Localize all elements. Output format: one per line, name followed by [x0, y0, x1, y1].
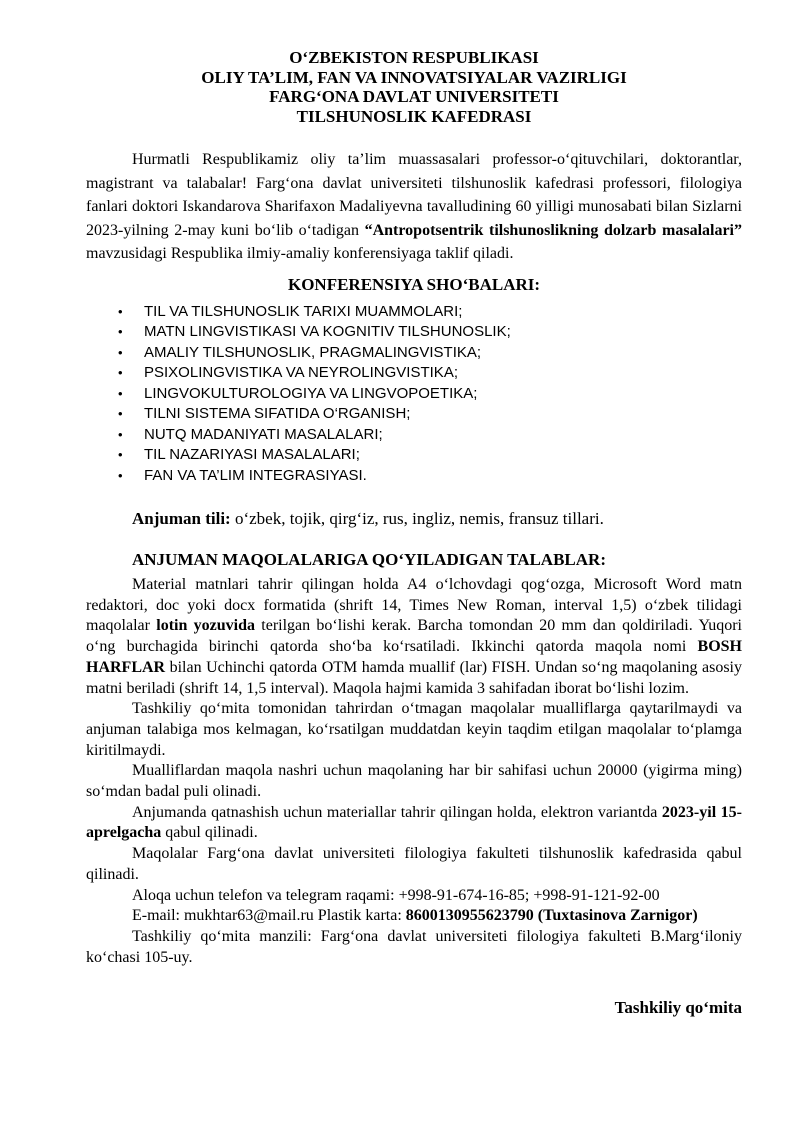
header-ministry-country: O‘ZBEKISTON RESPUBLIKASI	[289, 48, 539, 67]
bullet-icon: •	[118, 385, 123, 401]
conference-language	[86, 508, 742, 530]
list-item: • PSIXOLINGVISTIKA VA NEYROLINGVISTIKA;	[118, 363, 742, 384]
bullet-icon: •	[118, 324, 123, 339]
bullet-icon: •	[118, 303, 123, 319]
requirements-paragraph-fee: Mualliflardan maqola nashri uchun maqolaning har bir sahifasi uchun 20000 (yigirma ming) so‘mdan badal puli olinadi.	[86, 762, 742, 801]
document-header	[86, 48, 742, 126]
requirements-body	[86, 575, 742, 968]
list-item: • TIL NAZARIYASI MASALALARI;	[118, 445, 742, 466]
document-page	[86, 48, 742, 1018]
language-label: Anjuman tili:	[132, 509, 231, 528]
contact-email-card: E-mail: mukhtar63@mail.ru Plastik karta: 8600130955623790 (Tuxtasinova Zarnigor)	[132, 907, 698, 925]
bullet-icon: •	[118, 406, 123, 421]
intro-text-2: mavzusidagi Respublika ilmiy-amaliy konferensiyaga taklif qiladi.	[86, 245, 514, 262]
bullet-icon: •	[118, 447, 123, 462]
intro-text-1: Hurmatli Respublikamiz oliy ta’lim muassasalari professor-o‘qituvchilari, doktorantlar, magistrant va talabalar! Farg‘ona davlat universiteti tilshunoslik kafedrasi professori, filologiya fanlari doktori Iskandarova Sharifaxon Madaliyevna tavalludining 60 yilligi munosabati bilan Sizlarni 2023-yilning 2-may kuni bo‘lib o‘tadigan	[86, 151, 742, 239]
header-department: TILSHUNOSLIK KAFEDRASI	[296, 106, 532, 126]
contact-phones: Aloqa uchun telefon va telegram raqami: +998-91-674-16-85; +998-91-121-92-00	[132, 886, 660, 904]
bullet-icon: •	[118, 467, 123, 483]
list-item: • TIL VA TILSHUNOSLIK TARIXI MUAMMOLARI;	[118, 302, 742, 323]
conference-title: “Antropotsentrik tilshunoslikning dolzarb masalalari”	[364, 221, 743, 239]
list-item: • TILNI SISTEMA SIFATIDA O‘RGANISH;	[118, 404, 742, 425]
bullet-icon: •	[118, 365, 123, 380]
list-item: • FAN VA TA’LIM INTEGRASIYASI.	[118, 466, 742, 487]
requirements-paragraph-format: Material matnlari tahrir qilingan holda A4 o‘lchovdagi qog‘ozga, Microsoft Word matn redaktori, doc yoki docx formatida (shrift 14, Times New Roman, interval 1,5) o‘zbek tilidagi maqolalar lotin yozuvida terilgan bo‘lishi kerak. Barcha tomondan 20 mm dan qoldiriladi. Yuqori o‘ng burchagida birinchi qatorda sho‘ba ko‘rsatiladi. Ikkinchi qatorda maqola nomi BOSH HARFLAR bilan Uchinchi qatorda OTM hamda muallif (lar) FISH. Undan so‘ng maqolaning asosiy matni beriladi (shrift 14, 1,5 interval). Maqola hajmi kamida 3 sahifadan iborat bo‘lishi lozim.	[86, 576, 742, 697]
requirements-paragraph-review: Tashkiliy qo‘mita tomonidan tahrirdan o‘tmagan maqolalar mualliflarga qaytarilmaydi va anjuman talabiga mos kelmagan, ko‘rsatilgan muddatdan keyin taqdim etilgan maqolalar to‘plamga kiritilmaydi.	[86, 700, 742, 759]
header-university: FARG‘ONA DAVLAT UNIVERSITETI	[269, 87, 559, 106]
list-item: • LINGVOKULTUROLOGIYA VA LINGVOPOETIKA;	[118, 384, 742, 405]
list-item: • AMALIY TILSHUNOSLIK, PRAGMALINGVISTIKA;	[118, 343, 742, 364]
language-value: o‘zbek, tojik, qirg‘iz, rus, ingliz, nemis, fransuz tillari.	[230, 509, 604, 528]
requirements-paragraph-submission: Maqolalar Farg‘ona davlat universiteti filologiya fakulteti tilshunoslik kafedrasida qabul qilinadi.	[86, 845, 742, 883]
bullet-icon: •	[118, 344, 123, 360]
bullet-icon: •	[118, 426, 123, 442]
requirements-paragraph-deadline: Anjumanda qatnashish uchun materiallar tahrir qilingan holda, elektron variantda 2023-yil 15-aprelgacha qabul qilinadi.	[86, 803, 742, 842]
sections-list	[86, 302, 742, 487]
header-ministry: OLIY TA’LIM, FAN VA INNOVATSIYALAR VAZIRLIGI	[201, 67, 627, 87]
requirements-title: ANJUMAN MAQOLALARIGA QO‘YILADIGAN TALABLAR:	[132, 550, 606, 569]
intro-paragraph	[86, 148, 742, 266]
sections-title: KONFERENSIYA SHO‘BALARI:	[287, 274, 541, 294]
committee-address: Tashkiliy qo‘mita manzili: Farg‘ona davlat universiteti filologiya fakulteti B.Marg‘iloniy ko‘chasi 105-uy.	[86, 927, 742, 966]
list-item: • NUTQ MADANIYATI MASALALARI;	[118, 425, 742, 446]
signature: Tashkiliy qo‘mita	[614, 998, 742, 1018]
list-item: • MATN LINGVISTIKASI VA KOGNITIV TILSHUNOSLIK;	[118, 322, 742, 343]
